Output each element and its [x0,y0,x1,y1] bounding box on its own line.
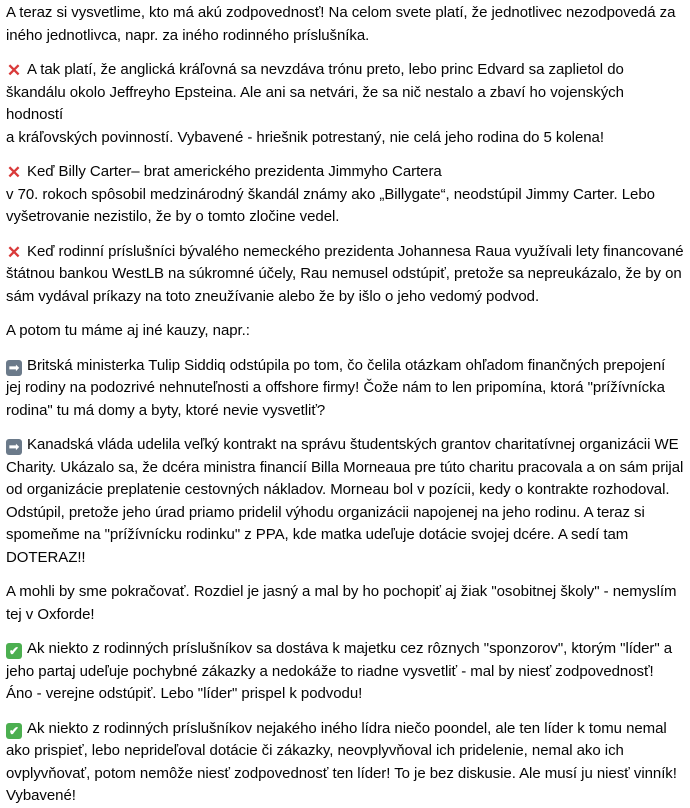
paragraph-text: A teraz si vysvetlime, kto má akú zodpovednosť! Na celom svete platí, že jednotlivec nezodpovedá za iného jednotlivca, napr. za iného rodinného príslušníka. [6,4,676,44]
cross-mark-icon: ✕ [6,61,22,80]
paragraph-continue [6,581,684,626]
paragraph-text: Keď Billy Carter– brat amerického prezidenta Jimmyho Cartera v 70. rokoch spôsobil medzinárodný škandál známy ako „Billygate“, neodstúpil Jimmy Carter. Lebo vyšetrovanie nezistilo, že by o tomto zločine vedel. [6,163,655,225]
cross-mark-icon: ✕ [6,242,22,262]
paragraph-other-cases [6,320,684,343]
paragraph-intro [6,2,684,47]
cross-mark-icon: ✕ [6,163,22,182]
paragraph-text: Ak niekto z rodinných príslušníkov sa dostáva k majetku cez rôznych "sponzorov", ktorým "líder" a jeho partaj udeľuje pochybné zákazky a nedokáže to riadne vysvetliť - mal by niesť zodpovednosť! Áno - verejne odstúpiť. Lebo "líder" prispel k podvodu! [6,640,673,702]
paragraph-check-2 [6,718,684,808]
paragraph-text: A tak platí, že anglická kráľovná sa nevzdáva trónu preto, lebo princ Edvard sa zaplietol do škandálu okolo Jeffreyho Epsteina. Ale ani sa netvári, že sa nič nestalo a zbaví ho vojenských hodností a kráľovských povinností. Vybavené - hriešnik potrestaný, nie celá jeho rodina do 5 kolena! [6,61,624,146]
paragraph-morneau [6,434,684,569]
check-mark-icon: ✔ [6,723,22,739]
paragraph-text: Britská ministerka Tulip Siddiq odstúpila po tom, čo čelila otázkam ohľadom finančných prepojení jej rodiny na podozrivé nehnuteľnosti a offshore firmy! Čože nám to len pripomína, ktorá "prížívnícka rodina" tu má domy a byty, ktoré nevie vysvetliť? [6,356,666,419]
paragraph-text: Kanadská vláda udelila veľký kontrakt na správu študentských grantov charitatívnej organizácii WE Charity. Ukázalo sa, že dcéra ministra financií Billa Morneaua pre túto charitu pracovala a on sám prijal od organizácie preplatenie cestovných nákladov. Morneau bol v pozícii, kedy o kontrakte rozhodoval. Odstúpil, pretože jeho úrad priamo pridelil výhodu organizácii napojenej na jeho rodinu. A teraz si spomeňme na "prížívnícku rodinku" z PPA, kde matka udeľuje dotácie svojej dcére. A sedí tam DOTERAZ!! [6,436,684,566]
paragraph-check-1 [6,638,684,706]
check-mark-icon: ✔ [6,643,22,659]
paragraph-text: Keď rodinní príslušníci bývalého nemeckého prezidenta Johannesa Raua využívali lety financované štátnou bankou WestLB na súkromné účely, Rau nemusel odstúpiť, pretože sa nepreukázalo, že by on sám vydával príkazy na toto zneužívanie alebo že by išlo o jeho vedomý podvod. [6,242,684,305]
paragraph-rau [6,241,684,309]
paragraph-queen [6,59,684,149]
paragraph-text: A potom tu máme aj iné kauzy, napr.: [6,322,250,339]
right-arrow-icon: ➡ [6,360,22,376]
paragraph-billy-carter [6,161,684,229]
paragraph-siddiq [6,355,684,423]
right-arrow-icon: ➡ [6,439,22,455]
paragraph-text: A mohli by sme pokračovať. Rozdiel je jasný a mal by ho pochopiť aj žiak "osobitnej školy" - nemyslím tej v Oxforde! [6,583,677,623]
paragraph-text: Ak niekto z rodinných príslušníkov nejakého iného lídra niečo poondel, ale ten líder k tomu nemal ako prispieť, lebo neprideľoval dotácie či zákazky, neovplyvňoval ich pridelenie, nemal ako ich ovplyvňovať, potom nemôže niesť zodpovednosť ten líder! To je bez diskusie. Ale musí ju niesť vinník! Vybavené! [6,719,677,804]
